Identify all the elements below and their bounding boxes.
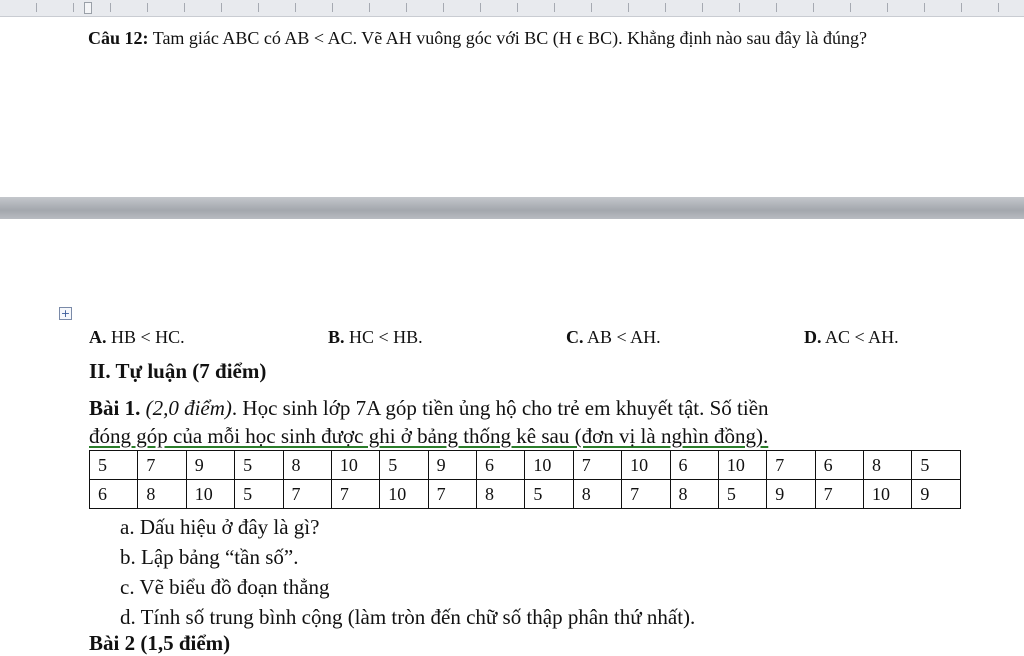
table-cell: 7 (138, 451, 186, 480)
bai1-points: (2,0 điểm) (145, 396, 232, 420)
option-c (566, 325, 661, 349)
option-a (89, 325, 185, 349)
table-cell: 10 (622, 451, 670, 480)
table-cell: 7 (428, 480, 476, 509)
table-cell: 8 (138, 480, 186, 509)
table-cell: 5 (718, 480, 766, 509)
table-cell: 7 (331, 480, 379, 509)
table-cell: 9 (186, 451, 234, 480)
option-c-text: AB < AH. (587, 327, 661, 347)
table-row (90, 480, 961, 509)
table-cell: 9 (428, 451, 476, 480)
table-cell: 7 (622, 480, 670, 509)
table-cell: 10 (186, 480, 234, 509)
bai1-label: Bài 1. (89, 396, 141, 420)
horizontal-ruler[interactable] (0, 0, 1024, 17)
page-separator (0, 197, 1024, 219)
option-a-letter: A. (89, 327, 107, 347)
table-cell: 10 (380, 480, 428, 509)
question-list (120, 512, 695, 632)
option-b-letter: B. (328, 327, 345, 347)
table-cell: 10 (331, 451, 379, 480)
table-cell: 10 (525, 451, 573, 480)
option-d-letter: D. (804, 327, 822, 347)
list-item: b. Lập bảng “tần số”. (120, 545, 299, 569)
option-b-text: HC < HB. (349, 327, 423, 347)
table-cell: 5 (525, 480, 573, 509)
option-d (804, 325, 899, 349)
table-move-handle-icon[interactable]: + (60, 307, 71, 320)
table-cell: 8 (670, 480, 718, 509)
table-cell: 7 (283, 480, 331, 509)
table-cell: 6 (90, 480, 138, 509)
bai1-text-line1: . Học sinh lớp 7A góp tiền ủng hộ cho trẻ em khuyết tật. Số tiền (231, 396, 769, 420)
section-title: II. Tự luận (7 điểm) (89, 359, 267, 383)
table-cell: 8 (283, 451, 331, 480)
bai1-paragraph (89, 394, 949, 450)
list-item: a. Dấu hiệu ở đây là gì? (120, 515, 320, 539)
table-cell: 5 (235, 451, 283, 480)
table-cell: 7 (815, 480, 863, 509)
indent-marker[interactable] (84, 2, 92, 14)
table-cell: 5 (90, 451, 138, 480)
table-cell: 7 (573, 451, 621, 480)
data-table (89, 450, 961, 509)
option-b (328, 325, 423, 349)
question-12-text: Tam giác ABC có AB < AC. Vẽ AH vuông góc với BC (H ϵ BC). Khẳng định nào sau đây là đúng? (152, 28, 868, 48)
table-cell: 10 (718, 451, 766, 480)
table-cell: 5 (912, 451, 961, 480)
list-item: d. Tính số trung bình cộng (làm tròn đến chữ số thập phân thứ nhất). (120, 605, 696, 629)
table-cell: 7 (767, 451, 815, 480)
table-cell: 8 (477, 480, 525, 509)
table-cell: 6 (670, 451, 718, 480)
table-cell: 5 (380, 451, 428, 480)
option-a-text: HB < HC. (111, 327, 185, 347)
question-12 (88, 26, 908, 51)
ruler-ticks (0, 3, 1024, 12)
bai1-text-line2: đóng góp của mỗi học sinh được ghi ở bảng thống kê sau (đơn vị là nghìn đồng). (89, 424, 769, 448)
table-cell: 10 (864, 480, 912, 509)
list-item: c. Vẽ biểu đồ đoạn thẳng (120, 575, 330, 599)
table-cell: 6 (477, 451, 525, 480)
table-cell: 9 (912, 480, 961, 509)
table-row (90, 451, 961, 480)
table-cell: 9 (767, 480, 815, 509)
table-cell: 8 (864, 451, 912, 480)
table-cell: 6 (815, 451, 863, 480)
bai2-partial-heading: Bài 2 (1,5 điểm) (89, 631, 231, 655)
table-cell: 5 (235, 480, 283, 509)
table-cell: 8 (573, 480, 621, 509)
option-c-letter: C. (566, 327, 584, 347)
question-12-label: Câu 12: (88, 28, 149, 48)
option-d-text: AC < AH. (825, 327, 899, 347)
